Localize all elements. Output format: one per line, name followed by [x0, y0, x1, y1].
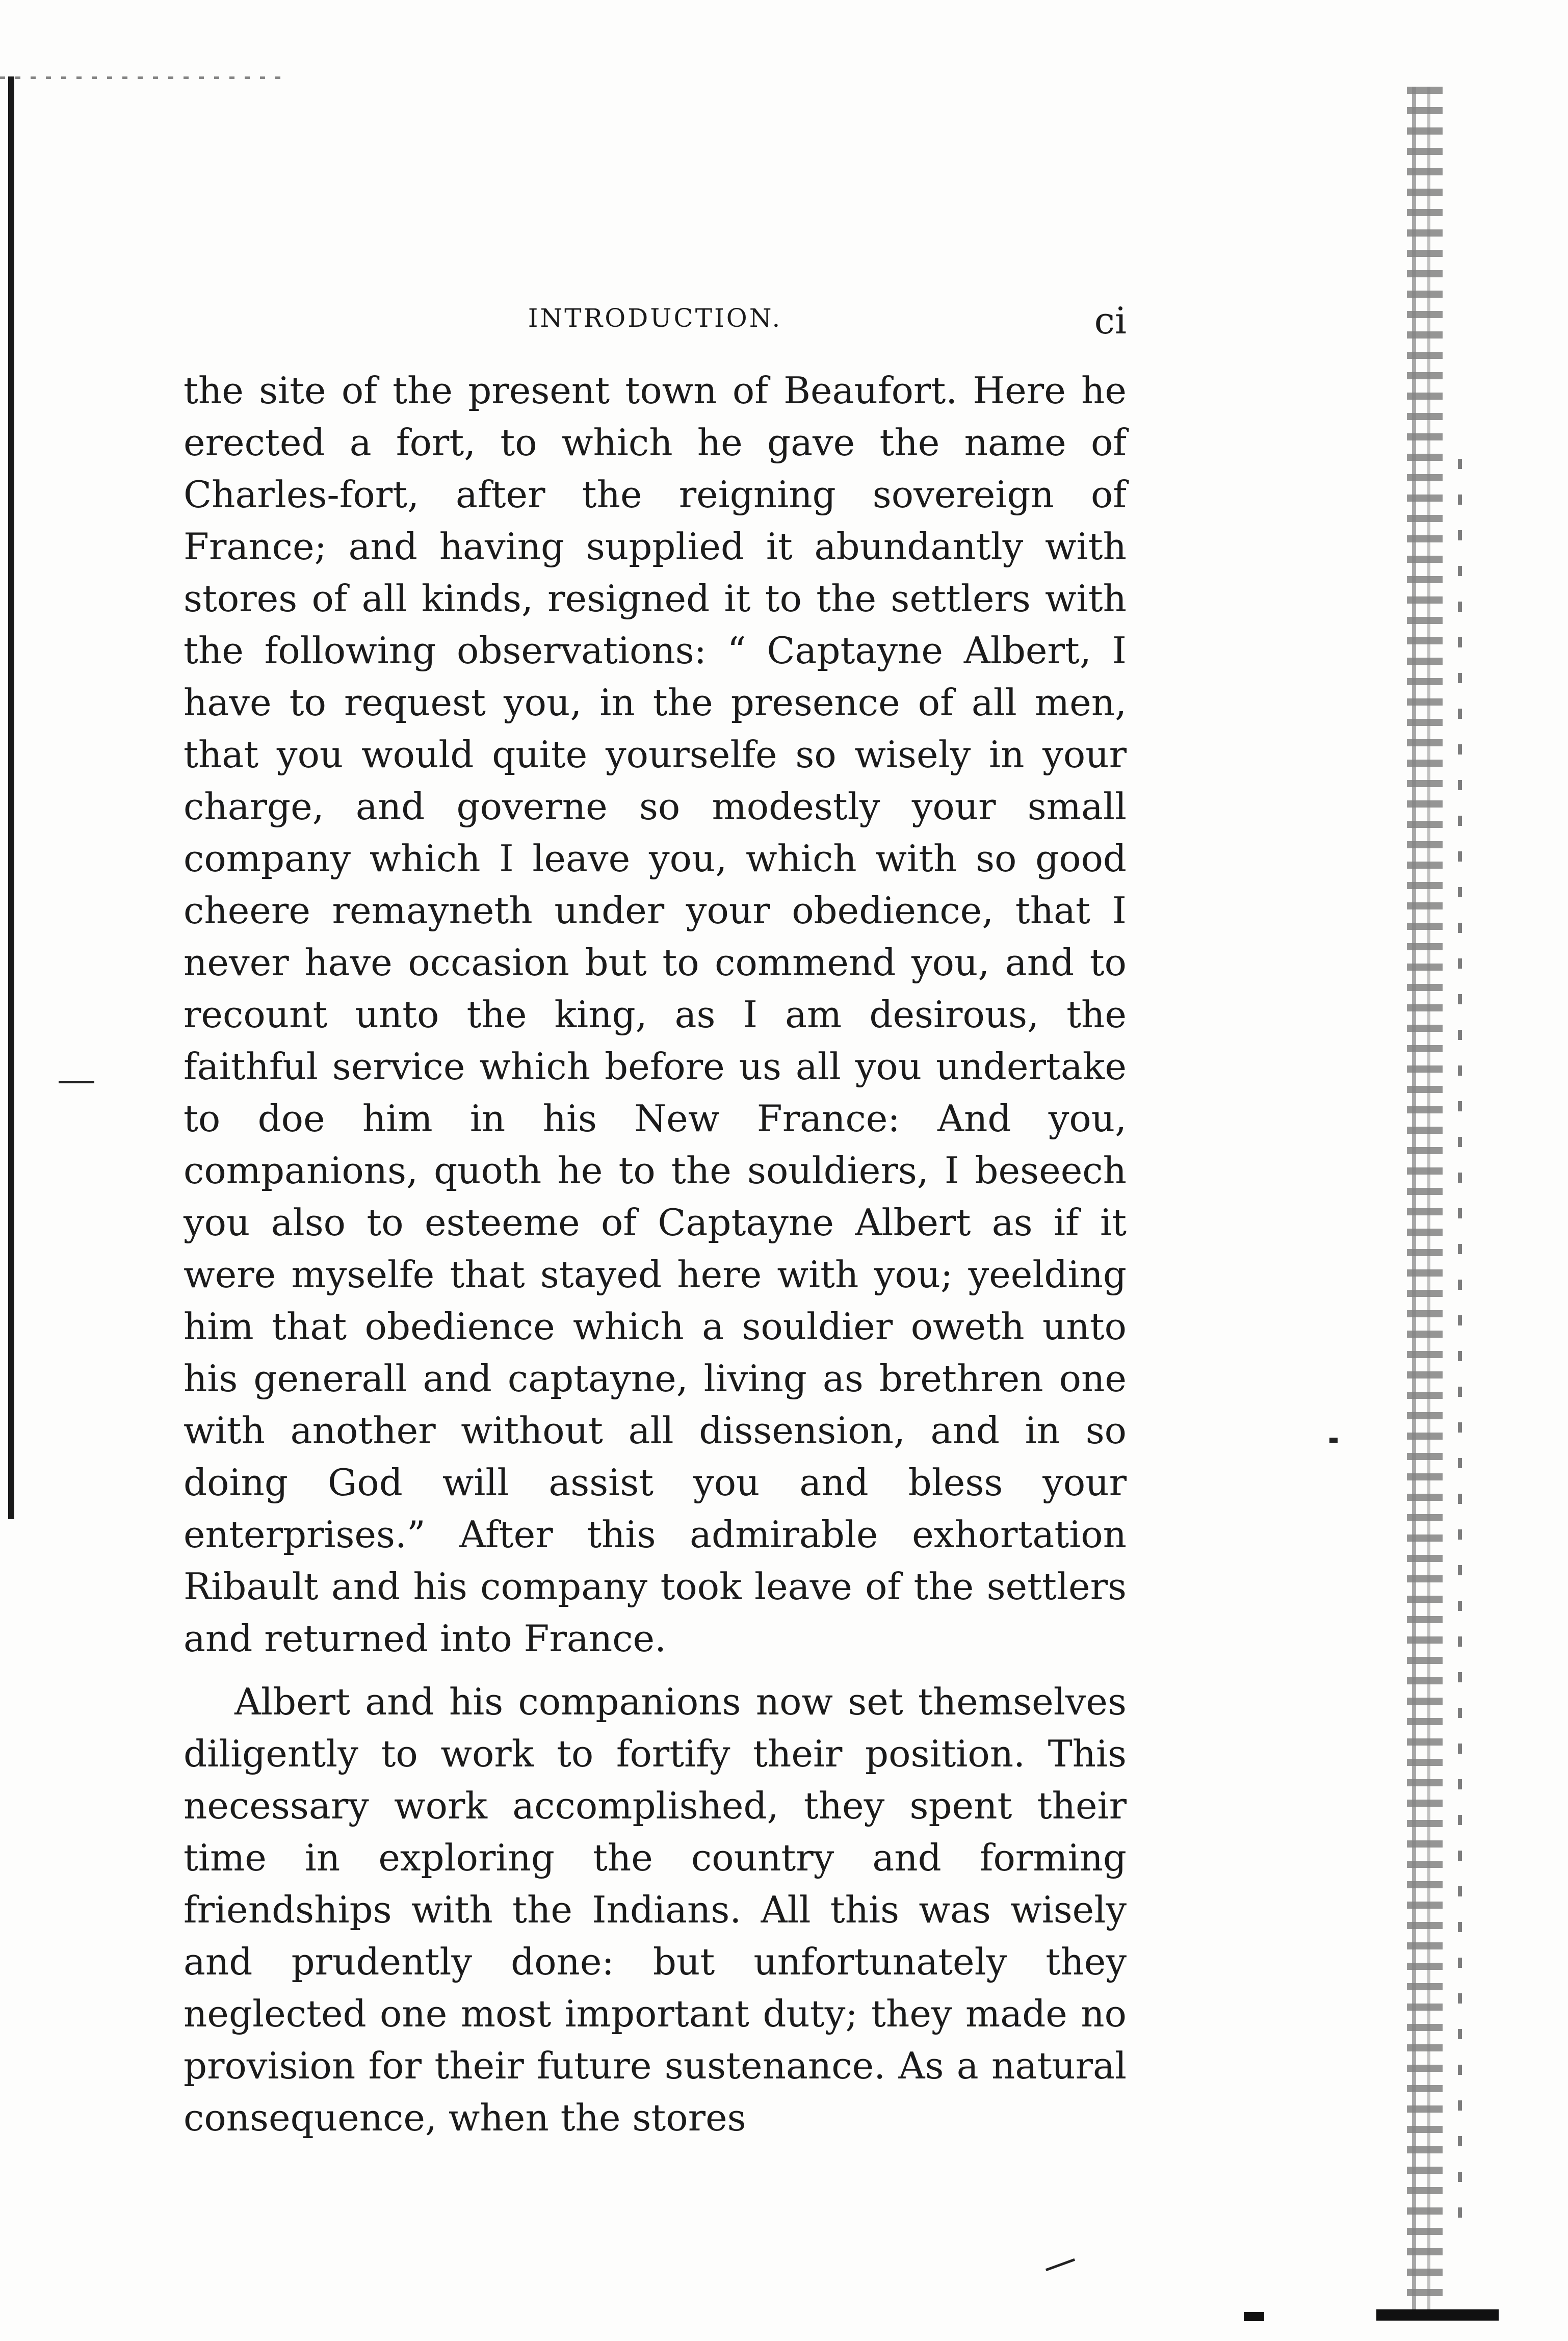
scan-artifact-stroke — [1046, 2258, 1075, 2271]
paragraph: the site of the present town of Beaufort. Here he erected a fort, to which he gave the name of Charles-fort, after the reigning sovereign of France; and having supplied it abundantly with stores of all kinds, resigned it to the settlers with the following observations: “ Captayne Albert, I have to request you, in the presence of all men, that you would quite yourselfe so wisely in your charge, and governe so modestly your small company which I leave you, which with so good cheere remayneth under your obedience, that I never have occasion but to commend you, and to recount unto the king, as I am desirous, the faithful service which before us all you undertake to doe him in his New France: And you, companions, quoth he to the souldiers, I beseech you also to esteeme of Captayne Albert as if it were myselfe that stayed here with you; yeelding him that obedience which a souldier oweth unto his generall and captayne, living as brethren one with another without all dissension, and in so doing God will assist you and bless your enterprises.” After this admirable exhortation Ribault and his company took leave of the settlers and returned into France. — [184, 369, 1127, 1660]
binding-shadow-left — [8, 76, 14, 1519]
scan-artifact-dash — [59, 1081, 94, 1083]
scan-artifact-top — [0, 76, 285, 79]
page-edge-shadow-right — [1407, 87, 1443, 2314]
page-edge-line-right — [1458, 459, 1462, 2243]
paragraph: Albert and his companions now set themselves diligently to work to fortify their position. This necessary work accomplished, they spent their time in exploring the country and forming friendships with the Indians. All this was wisely and prudently done: but unfortunately they neglected one most important duty; they made no provision for their future sustenance. As a natural consequence, when the stores — [184, 1680, 1127, 2139]
running-head — [184, 299, 1127, 344]
body-text — [184, 365, 1127, 2251]
page-number: ci — [1094, 299, 1127, 342]
scan-artifact-speck — [1329, 1438, 1338, 1443]
running-title: INTRODUCTION. — [528, 303, 782, 333]
scan-artifact-bottom-bar — [1376, 2309, 1499, 2321]
scan-artifact-bottom-mark — [1244, 2312, 1264, 2321]
